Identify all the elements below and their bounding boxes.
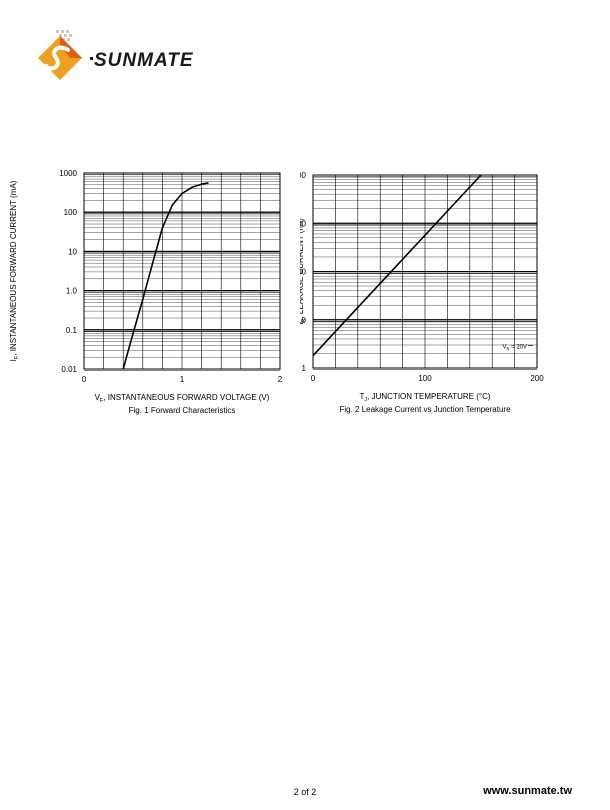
y-tick-label: 1: [301, 364, 306, 373]
x-tick-label: 1: [179, 375, 185, 384]
page-number: 2 of 2: [293, 787, 317, 797]
y-axis-label: $I_F$, INSTANTANEOUS FORWARD CURRENT (mA): [9, 180, 20, 362]
series-line: [313, 175, 481, 356]
y-axis-label: $_R$ LEAKAGE CURRENT (nA): [300, 218, 307, 323]
x-tick-label: 200: [530, 374, 544, 383]
x-tick-label: 2: [277, 375, 283, 384]
series-line: [123, 183, 208, 369]
sunmate-logo: [30, 28, 220, 98]
y-tick-label: 0.1: [65, 325, 77, 335]
y-tick-label: 10: [68, 247, 77, 257]
forward-characteristics-chart: [0, 160, 305, 430]
leakage-current-chart: [300, 160, 610, 430]
figure-caption: Fig. 2 Leakage Current vs Junction Temperature: [339, 405, 511, 414]
vr-annotation: $V_R = 20V$: [502, 344, 527, 352]
y-tick-label: 0: [301, 219, 306, 229]
x-axis-label: $T_J$, JUNCTION TEMPERATURE (°C): [359, 392, 491, 403]
y-tick-label: 0: [301, 267, 306, 277]
y-tick-label: 0.01: [61, 365, 77, 374]
y-tick-label: 0: [301, 171, 306, 180]
y-tick-label: 100: [63, 208, 77, 218]
brand-text: SUNMATE: [94, 50, 194, 71]
website-url: www.sunmate.tw: [483, 785, 572, 797]
x-axis-label: $V_F$, INSTANTANEOUS FORWARD VOLTAGE (V): [94, 393, 270, 404]
x-tick-label: 0: [310, 374, 316, 383]
x-tick-label: 100: [418, 374, 432, 383]
y-tick-label: 1000: [59, 169, 77, 178]
y-tick-label: 1.0: [65, 286, 77, 296]
x-tick-label: 0: [81, 375, 87, 384]
figure-caption: Fig. 1 Forward Characteristics: [128, 406, 236, 415]
y-tick-label: 0: [301, 315, 306, 325]
